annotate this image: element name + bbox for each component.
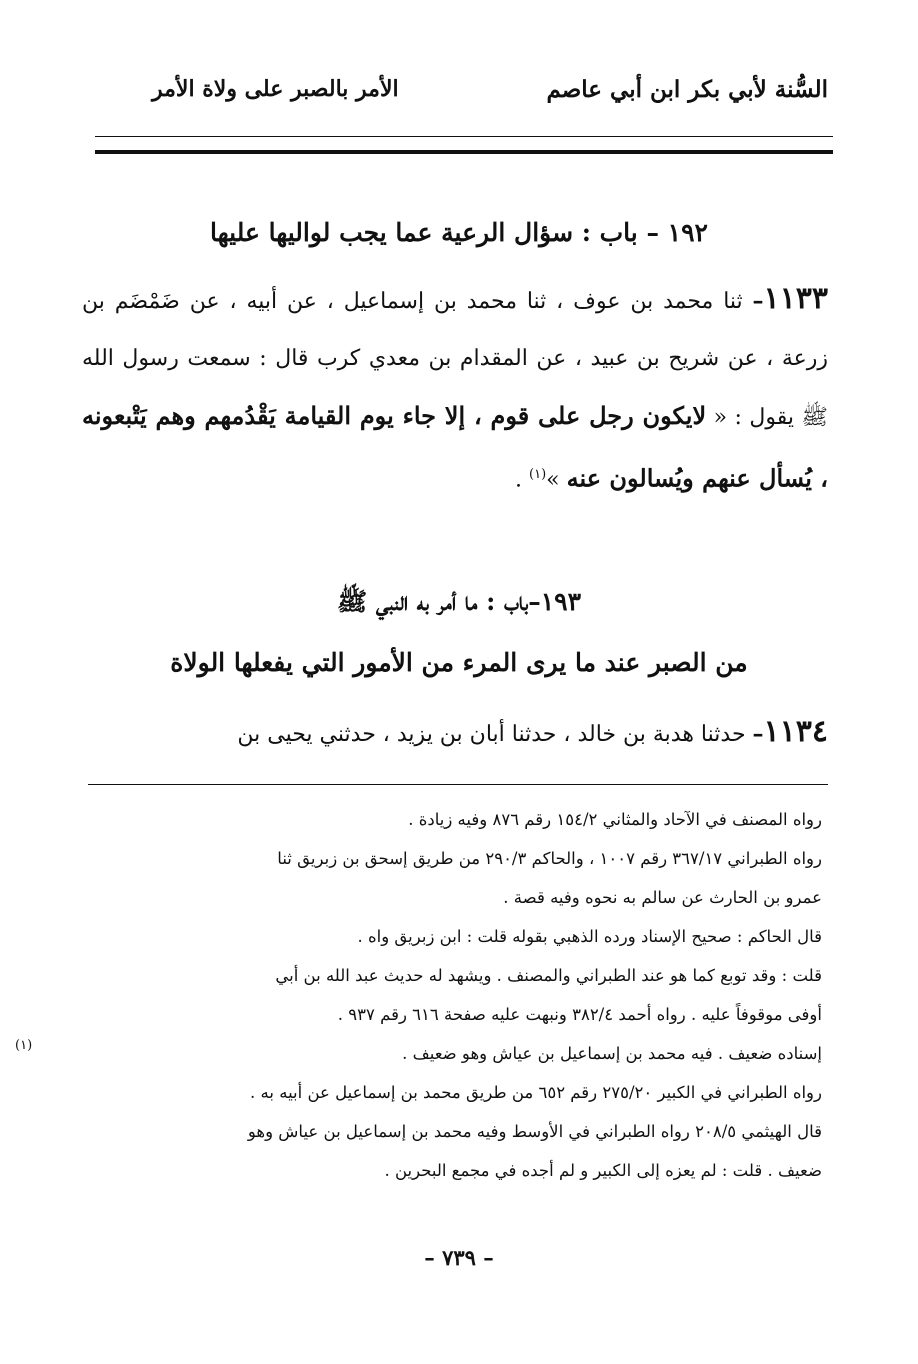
footnote-line: قال الحاكم : صحيح الإسناد ورده الذهبي بقوله قلت : ابن زبريق واه . [357,927,822,946]
footnote-line: قال الهيثمي ٢٠٨/٥ رواه الطبراني في الأوسط وفيه محمد بن إسماعيل بن عياش وهو [247,1122,822,1141]
footnote-reference: (١) [529,467,547,482]
footnote-separator [88,784,828,785]
quote-close: » [546,467,560,493]
page-number: – ٧٣٩ – [424,1245,494,1270]
footnote-line-text: إسناده ضعيف . فيه محمد بن إسماعيل بن عياش وهو ضعيف . [402,1044,822,1063]
footnote-line: أوفى موقوفاً عليه . رواه أحمد ٣٨٢/٤ ونبهت عليه صفحة ٦١٦ رقم ٩٣٧ . [337,1005,822,1024]
footnote-line: رواه المصنف في الآحاد والمثاني ١٥٤/٢ رقم ٨٧٦ وفيه زيادة . [408,810,822,829]
hadith-number: ١١٣٣ [763,281,828,316]
header-rule-thin [95,136,833,137]
running-header [80,62,828,122]
footnote-marker: (١) [15,1038,33,1053]
hadith-text: حدثنا هدبة بن خالد ، حدثنا أبان بن يزيد ، حدثني يحيى بن [237,722,746,747]
hadith-dash: – [752,721,764,747]
footnote-line [15,1034,822,1073]
footnotes [15,800,822,1190]
book-title: السُّنة لأبي بكر ابن أبي عاصم [546,76,828,103]
hadith-dash: – [752,288,764,314]
footnote-line: قلت : وقد توبع كما هو عند الطبراني والمصنف . ويشهد له حديث عبد الله بن أبي [275,966,822,985]
hadith-end: . [515,467,530,493]
header-rule-thick [95,150,833,154]
hadith-isnad: ثنا محمد بن عوف ، ثنا محمد بن إسماعيل ، عن أبيه ، عن ضَمْضَم بن زرعة ، عن شريح بن عبيد ، عن المقدام بن معدي كرب قال : سمعت رسول الله ﷺ يقول : « [82,289,828,430]
section-heading-193: ١٩٣–باب : ما أمر به النبي ﷺ [336,587,582,616]
footnote-line: رواه الطبراني في الكبير ٢٧٥/٢٠ رقم ٦٥٢ من طريق محمد بن إسماعيل عن أبيه به . [250,1083,822,1102]
footnote-line: ضعيف . قلت : لم يعزه إلى الكبير و لم أجده في مجمع البحرين . [384,1161,822,1180]
hadith-number: ١١٣٤ [763,714,828,749]
chapter-title: الأمر بالصبر على ولاة الأمر [152,76,399,102]
section-heading-192: ١٩٢ – باب : سؤال الرعية عما يجب لواليها عليها [210,218,708,247]
hadith-1133 [82,270,828,508]
hadith-1134 [82,703,828,763]
hadith-matn: لايكون رجل على قوم ، إلا جاء يوم القيامة يَقْدُمهم وهم يَتْبعونه ، يُسأل عنهم ويُسالون عنه [82,401,828,493]
section-heading-193-subtitle: من الصبر عند ما يرى المرء من الأمور التي يفعلها الولاة [170,648,748,677]
footnote-line: عمرو بن الحارث عن سالم به نحوه وفيه قصة . [503,888,822,907]
footnote-line: رواه الطبراني ٣٦٧/١٧ رقم ١٠٠٧ ، والحاكم ٢٩٠/٣ من طريق إسحق بن زبريق ثنا [277,849,822,868]
